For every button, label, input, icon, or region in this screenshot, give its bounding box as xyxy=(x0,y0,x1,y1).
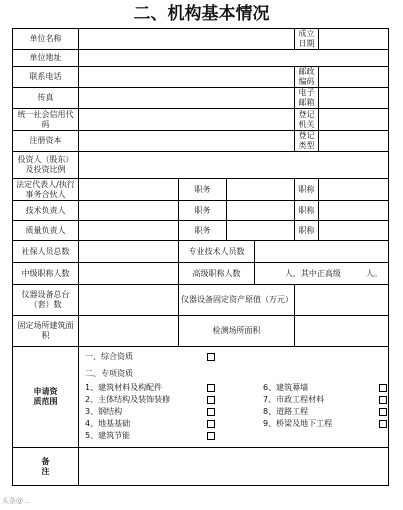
qualification-label-text: 申请资质范围 xyxy=(33,387,58,406)
checkbox-item-8[interactable] xyxy=(379,408,387,416)
row-titles xyxy=(13,263,389,285)
field-reg-capital[interactable] xyxy=(79,131,295,152)
row-qualification xyxy=(13,347,389,448)
row-phone xyxy=(13,67,389,88)
qual-item-9: 9、桥梁及地下工程 xyxy=(263,419,333,428)
page-title: 二、机构基本情况 xyxy=(133,4,270,24)
row-staff xyxy=(13,241,389,263)
row-credit-code xyxy=(13,109,389,131)
row-equipment xyxy=(13,285,389,316)
qual-item-3: 3、钢结构 xyxy=(85,407,123,416)
label-reg-type: 登记类型 xyxy=(295,131,319,152)
field-phone[interactable] xyxy=(79,67,295,88)
field-social-staff[interactable] xyxy=(79,241,179,263)
label-credit-code: 统一社会信用代码 xyxy=(13,109,79,131)
field-legal-rep-post[interactable] xyxy=(227,179,295,201)
field-pro-tech-staff[interactable] xyxy=(255,241,389,263)
label-title-rank: 职称 xyxy=(295,201,319,221)
label-equipment-value: 仪器设备固定资产原值（万元） xyxy=(179,285,295,316)
label-test-area: 检测场所面积 xyxy=(179,316,295,347)
checkbox-item-6[interactable] xyxy=(379,384,387,392)
row-reg-capital xyxy=(13,131,389,152)
checkbox-comprehensive[interactable] xyxy=(207,353,215,361)
field-mid-title[interactable] xyxy=(79,263,179,285)
qual-comprehensive: 一、综合资质 xyxy=(85,352,133,361)
field-unit-name[interactable] xyxy=(79,29,295,50)
label-legal-rep: 法定代表人/执行事务合伙人 xyxy=(13,179,79,201)
label-unit-address: 单位地址 xyxy=(13,50,79,67)
qualification-options xyxy=(81,347,386,447)
row-area xyxy=(13,316,389,347)
qualification-area xyxy=(79,347,389,448)
qual-special: 二、专项资质 xyxy=(85,369,133,378)
field-legal-rep-title[interactable] xyxy=(319,179,389,201)
label-post: 职务 xyxy=(179,221,227,241)
remarks-label-text: 备注 xyxy=(41,456,50,476)
row-tech-lead xyxy=(13,201,389,221)
row-remarks xyxy=(13,448,389,486)
field-tech-lead-post[interactable] xyxy=(227,201,295,221)
field-quality-lead-post[interactable] xyxy=(227,221,295,241)
label-equipment-total: 仪器设备总台（套）数 xyxy=(13,285,79,316)
label-quality-lead: 质量负责人 xyxy=(13,221,79,241)
qual-item-4: 4、地基基础 xyxy=(85,419,131,428)
label-social-staff: 社保人员总数 xyxy=(13,241,79,263)
field-fax[interactable] xyxy=(79,88,295,109)
watermark: 头条@... xyxy=(2,497,30,505)
label-mid-title: 中级职称人数 xyxy=(13,263,79,285)
field-tech-lead-title[interactable] xyxy=(319,201,389,221)
field-legal-rep[interactable] xyxy=(79,179,179,201)
row-quality-lead xyxy=(13,221,389,241)
checkbox-item-4[interactable] xyxy=(207,420,215,428)
field-reg-type[interactable] xyxy=(319,131,389,152)
field-test-area[interactable] xyxy=(295,316,389,347)
label-founded-date: 成立日期 xyxy=(295,29,319,50)
field-equipment-value[interactable] xyxy=(295,285,389,316)
institution-info-table xyxy=(12,28,389,486)
label-reg-authority: 登记机关 xyxy=(295,109,319,131)
row-address xyxy=(13,50,389,67)
checkbox-item-9[interactable] xyxy=(379,420,387,428)
field-investor[interactable] xyxy=(79,152,389,179)
label-investor: 投资人（股东）及投资比例 xyxy=(13,152,79,179)
label-post: 职务 xyxy=(179,201,227,221)
field-remarks[interactable] xyxy=(79,448,389,486)
field-senior-title[interactable] xyxy=(255,263,389,285)
qual-item-7: 7、市政工程材料 xyxy=(263,395,325,404)
label-senior-title: 高级职称人数 xyxy=(179,263,255,285)
person-unit: 人。 xyxy=(366,268,382,278)
field-reg-authority[interactable] xyxy=(319,109,389,131)
row-unit-name xyxy=(13,29,389,50)
label-remarks xyxy=(13,448,79,486)
checkbox-item-7[interactable] xyxy=(379,396,387,404)
field-quality-lead[interactable] xyxy=(79,221,179,241)
label-post: 职务 xyxy=(179,179,227,201)
senior-suffix: 人，其中正高级 xyxy=(284,268,341,278)
label-pro-tech-staff: 专业技术人员数 xyxy=(179,241,255,263)
label-phone: 联系电话 xyxy=(13,67,79,88)
label-title-rank: 职称 xyxy=(295,179,319,201)
label-tech-lead: 技术负责人 xyxy=(13,201,79,221)
label-postcode: 邮政编码 xyxy=(295,67,319,88)
field-credit-code[interactable] xyxy=(79,109,295,131)
field-email[interactable] xyxy=(319,88,389,109)
qual-item-5: 5、建筑节能 xyxy=(85,431,131,440)
field-unit-address[interactable] xyxy=(79,50,389,67)
label-fixed-area: 固定场所建筑面积 xyxy=(13,316,79,347)
qual-item-8: 8、道路工程 xyxy=(263,407,309,416)
field-fixed-area[interactable] xyxy=(79,316,179,347)
label-fax: 传真 xyxy=(13,88,79,109)
field-tech-lead[interactable] xyxy=(79,201,179,221)
field-postcode[interactable] xyxy=(319,67,389,88)
field-equipment-total[interactable] xyxy=(79,285,179,316)
qual-item-2: 2、主体结构及装饰装修 xyxy=(85,395,171,404)
label-reg-capital: 注册资本 xyxy=(13,131,79,152)
checkbox-item-1[interactable] xyxy=(207,384,215,392)
row-investor xyxy=(13,152,389,179)
label-email: 电子邮箱 xyxy=(295,88,319,109)
qual-item-1: 1、建筑材料及构配件 xyxy=(85,383,163,392)
field-founded-date[interactable] xyxy=(319,29,389,50)
checkbox-item-3[interactable] xyxy=(207,408,215,416)
label-qualification xyxy=(13,347,79,448)
checkbox-item-2[interactable] xyxy=(207,396,215,404)
qual-item-6: 6、建筑幕墙 xyxy=(263,383,309,392)
row-legal-rep xyxy=(13,179,389,201)
label-title-rank: 职称 xyxy=(295,221,319,241)
row-fax xyxy=(13,88,389,109)
field-quality-lead-title[interactable] xyxy=(319,221,389,241)
checkbox-item-5[interactable] xyxy=(207,432,215,440)
label-unit-name: 单位名称 xyxy=(13,29,79,50)
